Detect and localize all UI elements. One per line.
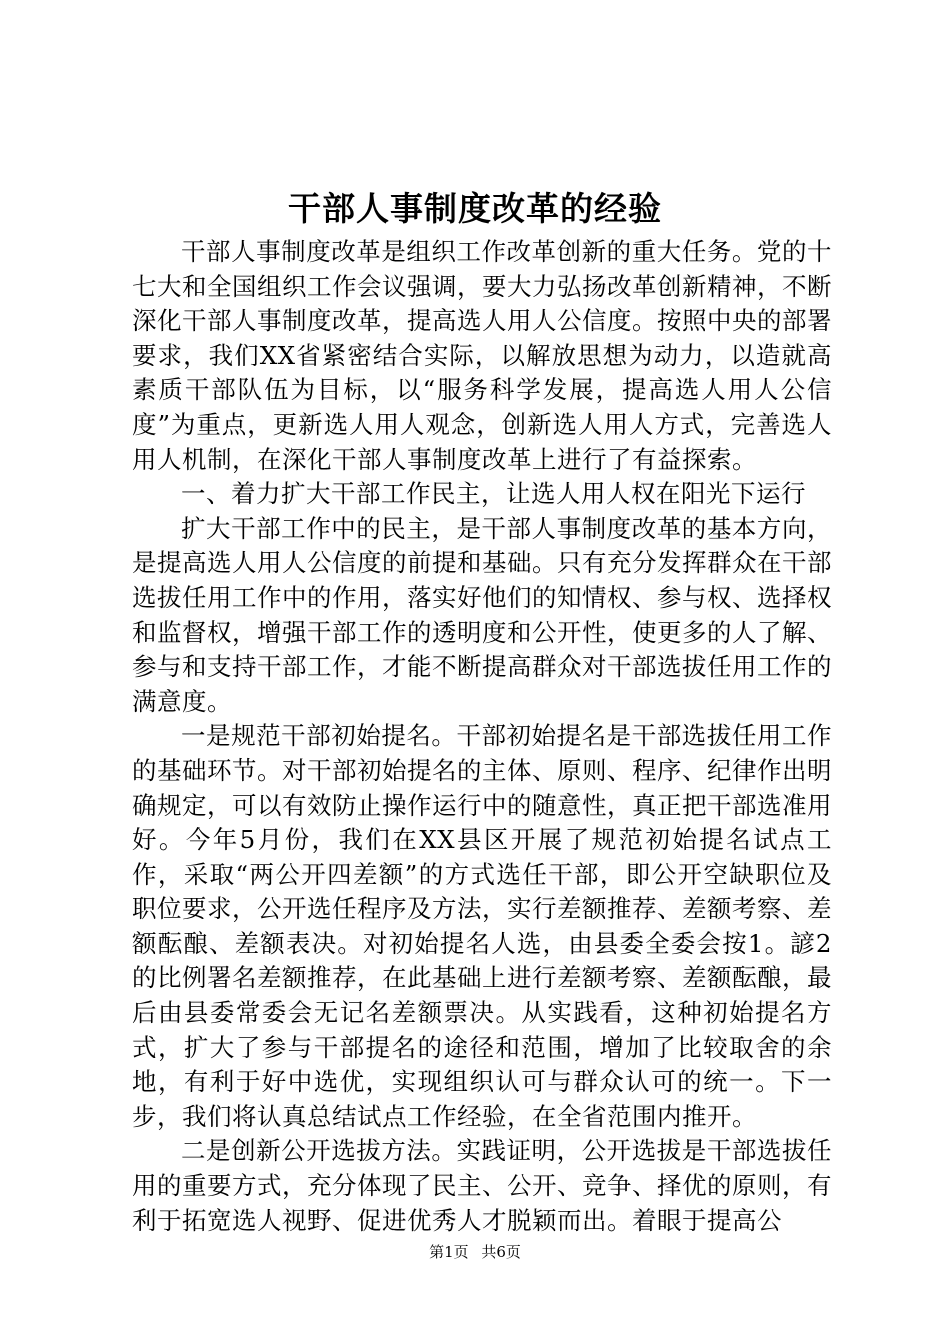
paragraph-section-1: 扩大干部工作中的民主，是干部人事制度改革的基本方向，是提高选人用人公信度的前提和基础。只有充分发挥群众在干部选拔任用工作中的作用，落实好他们的知情权、参与权、选择权和监督权，增强干部工作的透明度和公开性，使更多的人了解、参与和支持干部工作，才能不断提高群众对干部选拔任用工作的满意度。 <box>132 513 832 716</box>
page-total: 共6页 <box>481 1243 521 1261</box>
page-footer <box>0 1240 950 1264</box>
document-title: 干部人事制度改革的经验 <box>288 189 662 228</box>
paragraph-public-selection: 二是创新公开选拔方法。实践证明，公开选拔是干部选拔任用的重要方式，充分体现了民主、公开、竞争、择优的原则，有利于拓宽选人视野、促进优秀人才脱颖而出。着眼于提高公 <box>132 1136 832 1235</box>
paragraph-initial-nomination: 一是规范干部初始提名。干部初始提名是干部选拔任用工作的基础环节。对干部初始提名的主体、原则、程序、纪律作出明确规定，可以有效防止操作运行中的随意性，真正把干部选准用好。今年5月份，我们在XX县区开展了规范初始提名试点工作，采取“两公开四差额”的方式选任干部，即公开空缺职位及职位要求，公开选任程序及方法，实行差额推荐、差额考察、差额酝酿、差额表决。对初始提名人选，由县委全委会按1。諺2的比例署名差额推荐，在此基础上进行差额考察、差额酝酿，最后由县委常委会无记名差额票决。从实践看，这种初始提名方式，扩大了参与干部提名的途径和范围，增加了比较取舍的余地，有利于好中选优，实现组织认可与群众认可的统一。下一步，我们将认真总结试点工作经验，在全省范围内推开。 <box>132 721 832 1131</box>
paragraph-intro: 干部人事制度改革是组织工作改革创新的重大任务。党的十七大和全国组织工作会议强调，要大力弘扬改革创新精神，不断深化干部人事制度改革，提高选人用人公信度。按照中央的部署要求，我们XX省紧密结合实际，以解放思想为动力，以造就高素质干部队伍为目标，以“服务科学发展，提高选人用人公信度”为重点，更新选人用人观念，创新选人用人方式，完善选人用人机制，在深化干部人事制度改革上进行了有益探索。 <box>132 237 832 474</box>
page-number: 第1页 <box>429 1243 469 1261</box>
section-heading-1: 一、着力扩大干部工作民主，让选人用人权在阳光下运行 <box>181 479 806 509</box>
document-body <box>132 235 832 1238</box>
